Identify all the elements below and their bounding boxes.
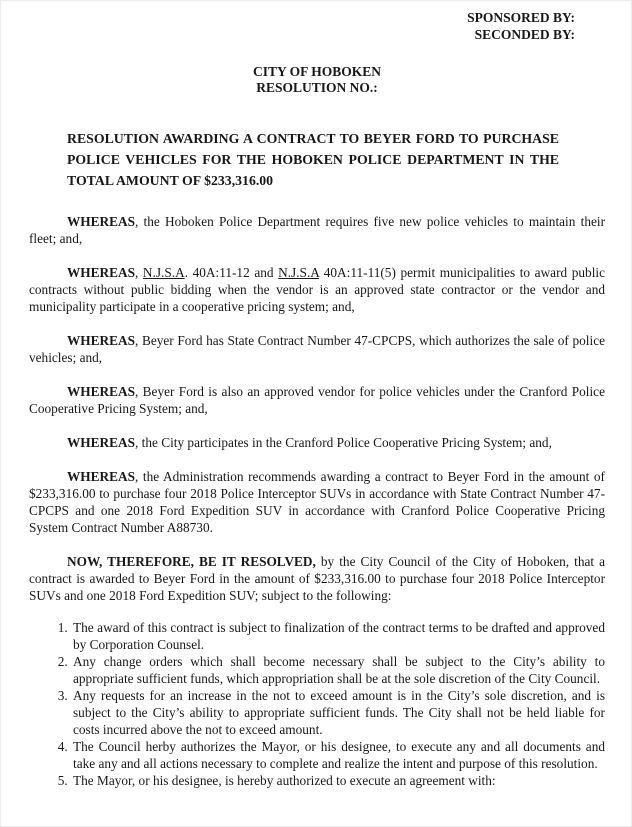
whereas-text: 40A:11-11(5) permit municipalities to award public contracts without public bidding when the vendor is an approved state contractor or the vendor and municipality participate in a cooperative pricing system; and, [29,265,605,314]
clause-item-4: 4. The Council herby authorizes the Mayor, or his designee, to execute any and all documents and take any and all actions necessary to complete and realize the intent and purpose of this resolution. [71,738,605,772]
whereas-paragraph-3 [29,332,605,366]
whereas-text: , the Hoboken Police Department requires five new police vehicles to maintain their fleet; and, [29,214,605,246]
seconded-by-label: SECONDED BY: [474,27,575,42]
clause-item-3: 3. Any requests for an increase in the not to exceed amount is in the City’s sole discretion, and is subject to the City’s ability to appropriate sufficient funds. The City shall not be held liable for costs incurred above the not to exceed amount. [71,687,605,738]
whereas-text: . 40A:11-12 and [184,265,279,280]
whereas-paragraph-1 [29,213,605,247]
document-heading [29,64,605,96]
statute-citation: N.J.S.A [142,265,185,280]
whereas-text: , the City participates in the Cranford Police Cooperative Pricing System; and, [134,435,552,450]
statute-citation: N.J.S.A [278,265,320,280]
clause-item-5: 5. The Mayor, or his designee, is hereby authorized to execute an agreement with: [71,772,605,789]
whereas-paragraph-4 [29,383,605,417]
whereas-paragraph-5 [29,434,605,451]
whereas-text: , Beyer Ford has State Contract Number 47-CPCPS, which authorizes the sale of police vehicles; and, [29,333,605,365]
resolved-lead: NOW, THEREFORE, BE IT RESOLVED, [67,554,316,569]
whereas-paragraph-6 [29,468,605,536]
whereas-lead: WHEREAS [67,435,135,450]
whereas-text: , [134,265,143,280]
whereas-lead: WHEREAS [67,469,135,484]
clause-item-1: 1. The award of this contract is subject to finalization of the contract terms to be drafted and approved by Corporation Counsel. [71,619,605,653]
whereas-text: , the Administration recommends awarding a contract to Beyer Ford in the amount of $233,316.00 to purchase four 2018 Police Interceptor SUVs in accordance with State Contract Number 47-CPCPS and one 2018 Ford Expedition SUV in accordance with Cranford Police Cooperative Pricing System Contract Number A88730. [29,469,605,535]
resolved-paragraph [29,553,605,604]
whereas-text: , Beyer Ford is also an approved vendor for police vehicles under the Cranford Police Cooperative Pricing System; and, [29,384,605,416]
city-name: CITY OF HOBOKEN [252,64,381,79]
resolved-text: by the City Council of the City of Hoboken, that a contract is awarded to Beyer Ford in the amount of $233,316.00 to purchase four 2018 Police Interceptor SUVs and one 2018 Ford Expedition SUV; subject to the following: [29,554,605,603]
whereas-lead: WHEREAS [67,384,135,399]
sponsor-block [29,9,605,43]
whereas-paragraph-2 [29,264,605,315]
whereas-lead: WHEREAS [67,214,135,229]
whereas-lead: WHEREAS [67,333,135,348]
resolution-number-label: RESOLUTION NO.: [256,80,378,95]
whereas-lead: WHEREAS [67,265,135,280]
resolution-clauses-list [29,619,605,789]
sponsored-by-label: SPONSORED BY: [467,10,575,25]
clause-item-2: 2. Any change orders which shall become necessary shall be subject to the City’s ability to appropriate sufficient funds, which appropriation shall be at the sole discretion of the City Council. [71,653,605,687]
resolution-title: RESOLUTION AWARDING A CONTRACT TO BEYER FORD TO PURCHASE POLICE VEHICLES FOR THE HOBOKEN POLICE DEPARTMENT IN THE TOTAL AMOUNT OF $233,316.00 [67,131,559,188]
